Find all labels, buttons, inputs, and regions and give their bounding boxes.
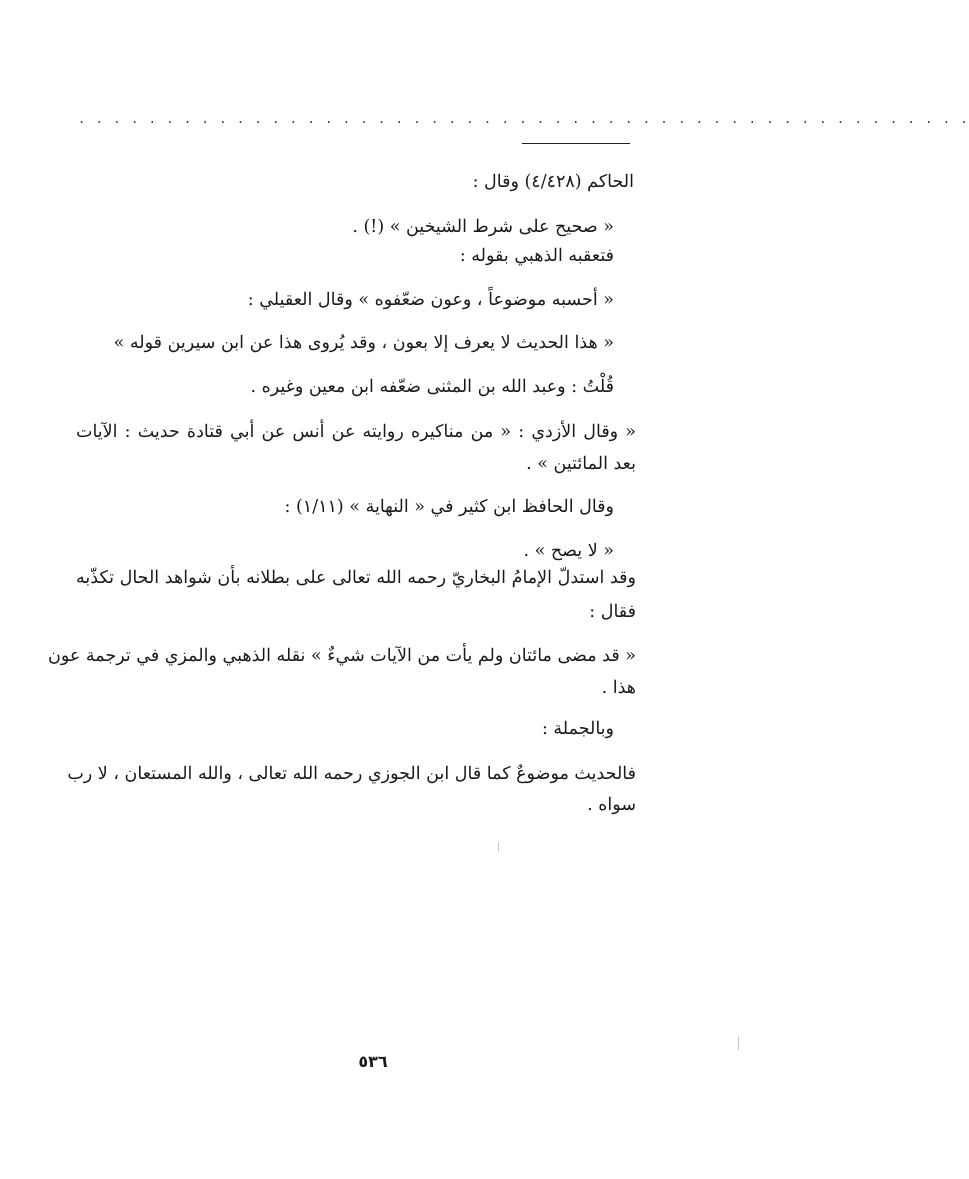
- header-rule: [522, 143, 630, 144]
- text-line-7: « وقال الأزدي : « من مناكيره روايته عن أنس عن أبي قتادة حديث : الآيات: [76, 422, 636, 442]
- text-line-13: « قد مضى مائتان ولم يأت من الآيات شيءٌ » نقله الذهبي والمزي في ترجمة عون: [47, 646, 636, 666]
- text-line-11: وقد استدلّ الإمامُ البخاريّ رحمه الله تعالى على بطلانه بأن شواهد الحال تكذّبه: [76, 568, 636, 588]
- text-line-4: « أحسبه موضوعاً ، وعون ضعّفوه » وقال العقيلي :: [247, 290, 614, 310]
- text-line-14: هذا .: [601, 678, 636, 698]
- text-line-1: الحاكم (٤/٤٢٨) وقال :: [472, 172, 634, 192]
- text-line-17: سواه .: [587, 795, 636, 815]
- text-line-15: وبالجملة :: [541, 719, 614, 739]
- text-line-5: « هذا الحديث لا يعرف إلا بعون ، وقد يُروى هذا عن ابن سيرين قوله »: [113, 333, 614, 353]
- text-line-6: قُلْتُ : وعبد الله بن المثنى ضعّفه ابن معين وغيره .: [250, 377, 614, 397]
- text-line-10: « لا يصح » .: [523, 541, 614, 561]
- text-line-8: بعد المائتين » .: [526, 454, 636, 474]
- page-number: ٥٣٦: [358, 1052, 388, 1071]
- text-line-12: فقال :: [589, 602, 636, 622]
- header-dotted-line: . . . . . . . . . . . . . . . . . . . . . . . . . . . . . . . . . . . . . . . . . . . . . . . . . . .: [78, 112, 969, 126]
- text-line-16: فالحديث موضوعٌ كما قال ابن الجوزي رحمه الله تعالى ، والله المستعان ، لا رب: [67, 764, 636, 784]
- scan-speck: [738, 1036, 739, 1050]
- text-line-3: فتعقبه الذهبي بقوله :: [459, 246, 614, 266]
- scan-speck: [498, 842, 499, 852]
- text-line-2: « صحيح على شرط الشيخين » (!) .: [352, 217, 614, 237]
- text-line-9: وقال الحافظ ابن كثير في « النهاية » (١/١١) :: [284, 497, 614, 517]
